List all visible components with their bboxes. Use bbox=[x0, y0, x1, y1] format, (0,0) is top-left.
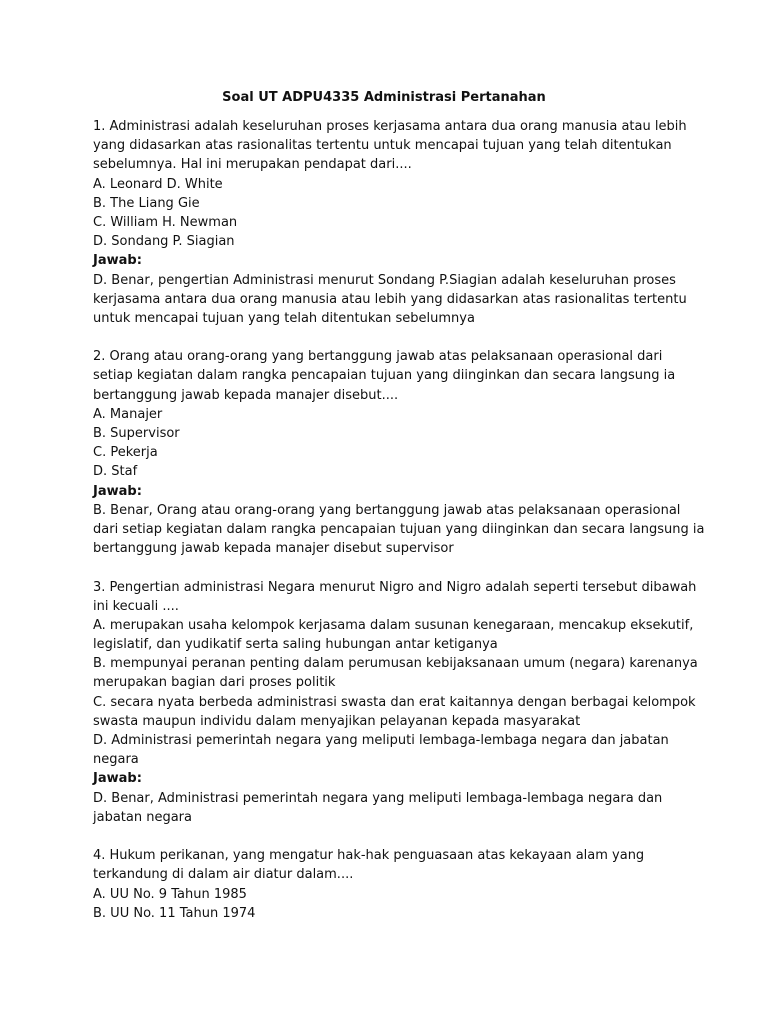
option-b: B. The Liang Gie bbox=[93, 195, 200, 211]
question-text-line: yang didasarkan atas rasionalitas tertentu untuk mencapai tujuan yang telah ditentukan bbox=[93, 138, 672, 154]
option-a-continued: legislatif, dan yudikatif serta saling hubungan antar ketiganya bbox=[93, 637, 498, 653]
question-2 bbox=[93, 347, 705, 558]
document-title: Soal UT ADPU4335 Administrasi Pertanahan bbox=[222, 90, 546, 105]
option-b: B. Supervisor bbox=[93, 426, 180, 441]
option-d: D. Administrasi pemerintah negara yang meliputi lembaga-lembaga negara dan jabatan bbox=[93, 733, 669, 748]
question-1 bbox=[93, 117, 687, 328]
answer-text-line: jabatan negara bbox=[93, 809, 192, 825]
answer-text-line: kerjasama antara dua orang manusia atau lebih yang didasarkan atas rasionalitas tertentu bbox=[93, 291, 687, 307]
answer-label: Jawab: bbox=[93, 253, 142, 269]
paragraph-gap bbox=[93, 328, 683, 347]
option-d: D. Sondang P. Siagian bbox=[93, 234, 235, 250]
answer-label: Jawab: bbox=[93, 483, 142, 499]
answer-text-line: untuk mencapai tujuan yang telah ditentukan sebelumnya bbox=[93, 310, 475, 326]
answer-text-line: D. Benar, Administrasi pemerintah negara yang meliputi lembaga-lembaga negara dan bbox=[93, 790, 663, 806]
option-b: B. UU No. 11 Tahun 1974 bbox=[93, 905, 256, 921]
question-text-line: sebelumnya. Hal ini merupakan pendapat dari.... bbox=[93, 157, 412, 173]
option-c: C. William H. Newman bbox=[93, 214, 238, 230]
question-text-line: 4. Hukum perikanan, yang mengatur hak-hak penguasaan atas kekayaan alam yang bbox=[93, 848, 645, 864]
answer-label: Jawab: bbox=[93, 771, 142, 787]
option-a: A. merupakan usaha kelompok kerjasama dalam susunan kenegaraan, mencakup eksekutif, bbox=[93, 617, 694, 633]
option-d: D. Staf bbox=[93, 464, 138, 480]
option-c: C. secara nyata berbeda administrasi swasta dan erat kaitannya dengan berbagai kelompok bbox=[93, 694, 696, 710]
answer-text-line: B. Benar, Orang atau orang-orang yang bertanggung jawab atas pelaksanaan operasional bbox=[93, 502, 681, 518]
answer-text-line: D. Benar, pengertian Administrasi menurut Sondang P.Siagian adalah keseluruhan proses bbox=[93, 272, 676, 288]
answer-text-line: dari setiap kegiatan dalam rangka pencapaian tujuan yang diinginkan dan secara langsung ia bbox=[93, 521, 705, 537]
paragraph-gap bbox=[93, 558, 683, 577]
question-3 bbox=[93, 578, 698, 827]
option-a: A. Manajer bbox=[93, 406, 163, 422]
option-a: A. UU No. 9 Tahun 1985 bbox=[93, 886, 247, 902]
question-text-line: 3. Pengertian administrasi Negara menurut Nigro and Nigro adalah seperti tersebut dibawah bbox=[93, 579, 697, 595]
question-text-line: 1. Administrasi adalah keseluruhan proses kerjasama antara dua orang manusia atau lebih bbox=[93, 119, 687, 134]
option-a: A. Leonard D. White bbox=[93, 176, 223, 192]
answer-text-line: bertanggung jawab kepada manajer disebut supervisor bbox=[93, 541, 454, 557]
question-4 bbox=[93, 846, 683, 923]
option-b-continued: merupakan bagian dari proses politik bbox=[93, 675, 336, 691]
paragraph-gap bbox=[93, 827, 683, 846]
question-text-line: setiap kegiatan dalam rangka pencapaian tujuan yang diinginkan dan secara langsung ia bbox=[93, 368, 676, 384]
question-text-line: bertanggung jawab kepada manajer disebut.... bbox=[93, 387, 399, 403]
question-text-line: 2. Orang atau orang-orang yang bertanggung jawab atas pelaksanaan operasional dari bbox=[93, 349, 663, 365]
option-d-continued: negara bbox=[93, 752, 139, 768]
option-b: B. mempunyai peranan penting dalam perumusan kebijaksanaan umum (negara) karenanya bbox=[93, 656, 698, 672]
option-c: C. Pekerja bbox=[93, 445, 158, 461]
option-c-continued: swasta maupun individu dalam menyajikan pelayanan kepada masyarakat bbox=[93, 713, 581, 729]
document-content bbox=[93, 117, 705, 923]
question-text-line: ini kecuali .... bbox=[93, 598, 179, 614]
question-text-line: terkandung di dalam air diatur dalam.... bbox=[93, 867, 354, 883]
